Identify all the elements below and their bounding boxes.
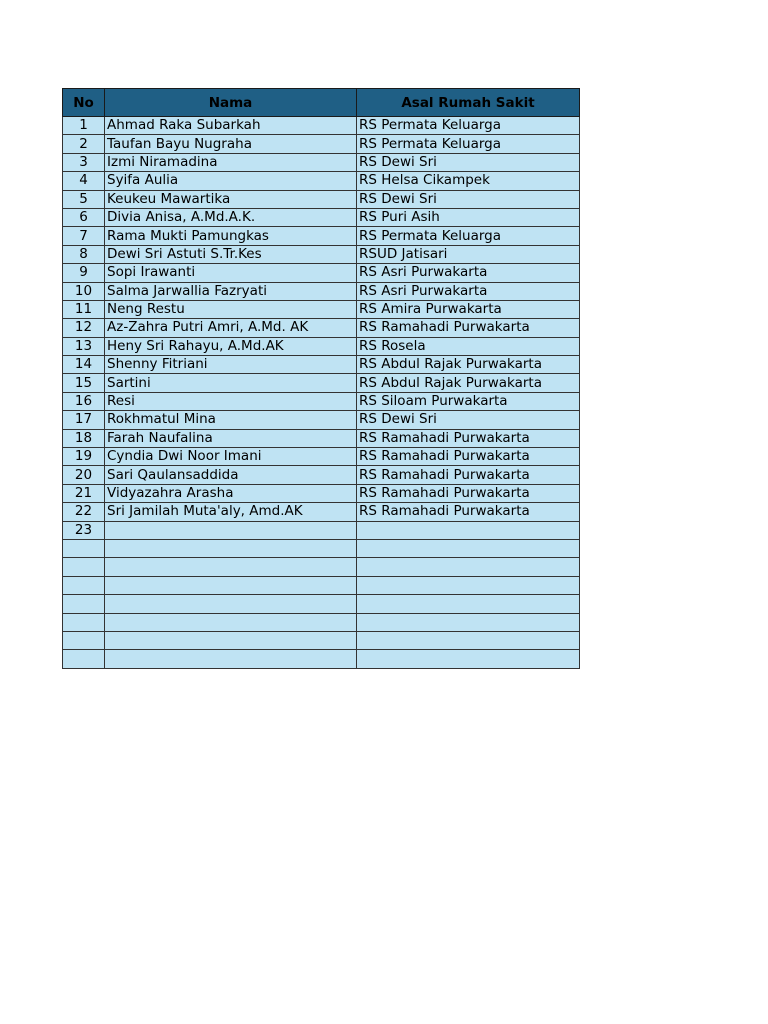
table-row [63, 539, 580, 557]
table-row [63, 631, 580, 649]
cell-asal-rumah-sakit[interactable] [357, 576, 580, 594]
table-row [63, 117, 580, 135]
table-row [63, 374, 580, 392]
cell-nama[interactable] [105, 521, 357, 539]
cell-no[interactable]: 17 [63, 411, 105, 429]
cell-nama[interactable]: Keukeu Mawartika [105, 190, 357, 208]
cell-nama[interactable]: Shenny Fitriani [105, 356, 357, 374]
table-row [63, 208, 580, 226]
cell-asal-rumah-sakit[interactable]: RS Ramahadi Purwakarta [357, 466, 580, 484]
cell-nama[interactable] [105, 539, 357, 557]
cell-nama[interactable] [105, 613, 357, 631]
cell-nama[interactable]: Ahmad Raka Subarkah [105, 117, 357, 135]
cell-nama[interactable]: Izmi Niramadina [105, 153, 357, 171]
cell-nama[interactable] [105, 650, 357, 668]
cell-nama[interactable]: Divia Anisa, A.Md.A.K. [105, 208, 357, 226]
cell-asal-rumah-sakit[interactable]: RS Abdul Rajak Purwakarta [357, 356, 580, 374]
cell-no[interactable]: 1 [63, 117, 105, 135]
header-asal-rumah-sakit: Asal Rumah Sakit [357, 89, 580, 117]
cell-nama[interactable]: Az-Zahra Putri Amri, A.Md. AK [105, 319, 357, 337]
table-row [63, 650, 580, 668]
cell-no[interactable]: 21 [63, 484, 105, 502]
cell-no[interactable]: 16 [63, 392, 105, 410]
table-row [63, 448, 580, 466]
table-row [63, 576, 580, 594]
table-row [63, 613, 580, 631]
cell-no[interactable] [63, 558, 105, 576]
cell-nama[interactable]: Neng Restu [105, 300, 357, 318]
cell-asal-rumah-sakit[interactable] [357, 539, 580, 557]
cell-asal-rumah-sakit[interactable]: RS Permata Keluarga [357, 227, 580, 245]
cell-asal-rumah-sakit[interactable]: RS Ramahadi Purwakarta [357, 503, 580, 521]
cell-nama[interactable] [105, 576, 357, 594]
table-body [63, 117, 580, 669]
table-row [63, 503, 580, 521]
cell-no[interactable]: 10 [63, 282, 105, 300]
cell-asal-rumah-sakit[interactable]: RSUD Jatisari [357, 245, 580, 263]
cell-no[interactable] [63, 539, 105, 557]
cell-no[interactable]: 19 [63, 448, 105, 466]
table-row [63, 466, 580, 484]
cell-nama[interactable]: Heny Sri Rahayu, A.Md.AK [105, 337, 357, 355]
table-row [63, 190, 580, 208]
table-row [63, 558, 580, 576]
cell-nama[interactable]: Salma Jarwallia Fazryati [105, 282, 357, 300]
cell-asal-rumah-sakit[interactable]: RS Rosela [357, 337, 580, 355]
cell-no[interactable]: 18 [63, 429, 105, 447]
cell-no[interactable]: 6 [63, 208, 105, 226]
table-row [63, 153, 580, 171]
cell-asal-rumah-sakit[interactable] [357, 521, 580, 539]
table-row [63, 392, 580, 410]
cell-no[interactable] [63, 650, 105, 668]
cell-asal-rumah-sakit[interactable] [357, 631, 580, 649]
cell-no[interactable]: 12 [63, 319, 105, 337]
cell-no[interactable]: 7 [63, 227, 105, 245]
table-row [63, 337, 580, 355]
cell-asal-rumah-sakit[interactable]: RS Dewi Sri [357, 153, 580, 171]
cell-asal-rumah-sakit[interactable]: RS Helsa Cikampek [357, 172, 580, 190]
cell-no[interactable]: 3 [63, 153, 105, 171]
cell-nama[interactable]: Resi [105, 392, 357, 410]
table-row [63, 300, 580, 318]
cell-asal-rumah-sakit[interactable] [357, 595, 580, 613]
cell-nama[interactable]: Sopi Irawanti [105, 264, 357, 282]
cell-asal-rumah-sakit[interactable]: RS Puri Asih [357, 208, 580, 226]
cell-nama[interactable]: Sri Jamilah Muta'aly, Amd.AK [105, 503, 357, 521]
cell-asal-rumah-sakit[interactable]: RS Ramahadi Purwakarta [357, 448, 580, 466]
cell-no[interactable]: 14 [63, 356, 105, 374]
cell-nama[interactable] [105, 631, 357, 649]
table-row [63, 484, 580, 502]
cell-asal-rumah-sakit[interactable]: RS Amira Purwakarta [357, 300, 580, 318]
table-row [63, 595, 580, 613]
header-nama: Nama [105, 89, 357, 117]
cell-nama[interactable]: Taufan Bayu Nugraha [105, 135, 357, 153]
cell-asal-rumah-sakit[interactable]: RS Ramahadi Purwakarta [357, 484, 580, 502]
cell-asal-rumah-sakit[interactable] [357, 650, 580, 668]
cell-asal-rumah-sakit[interactable]: RS Permata Keluarga [357, 135, 580, 153]
cell-no[interactable]: 9 [63, 264, 105, 282]
cell-no[interactable]: 22 [63, 503, 105, 521]
table-row [63, 282, 580, 300]
cell-nama[interactable]: Sari Qaulansaddida [105, 466, 357, 484]
cell-no[interactable] [63, 631, 105, 649]
table-row [63, 521, 580, 539]
cell-no[interactable]: 20 [63, 466, 105, 484]
cell-no[interactable] [63, 576, 105, 594]
participant-table [62, 88, 580, 669]
cell-asal-rumah-sakit[interactable] [357, 558, 580, 576]
table-row [63, 227, 580, 245]
cell-no[interactable]: 2 [63, 135, 105, 153]
table-row [63, 411, 580, 429]
table-row [63, 264, 580, 282]
table-row [63, 429, 580, 447]
header-no: No [63, 89, 105, 117]
cell-nama[interactable] [105, 595, 357, 613]
cell-nama[interactable]: Cyndia Dwi Noor Imani [105, 448, 357, 466]
cell-no[interactable]: 11 [63, 300, 105, 318]
cell-no[interactable]: 13 [63, 337, 105, 355]
cell-nama[interactable]: Vidyazahra Arasha [105, 484, 357, 502]
table-row [63, 356, 580, 374]
cell-nama[interactable]: Farah Naufalina [105, 429, 357, 447]
cell-asal-rumah-sakit[interactable] [357, 613, 580, 631]
cell-asal-rumah-sakit[interactable]: RS Ramahadi Purwakarta [357, 429, 580, 447]
cell-asal-rumah-sakit[interactable]: RS Dewi Sri [357, 411, 580, 429]
cell-asal-rumah-sakit[interactable]: RS Asri Purwakarta [357, 282, 580, 300]
cell-asal-rumah-sakit[interactable]: RS Ramahadi Purwakarta [357, 319, 580, 337]
table-header-row [63, 89, 580, 117]
cell-no[interactable] [63, 613, 105, 631]
cell-no[interactable] [63, 595, 105, 613]
cell-asal-rumah-sakit[interactable]: RS Dewi Sri [357, 190, 580, 208]
table-row [63, 172, 580, 190]
cell-nama[interactable]: Rokhmatul Mina [105, 411, 357, 429]
table-row [63, 135, 580, 153]
cell-no[interactable]: 15 [63, 374, 105, 392]
table-row [63, 319, 580, 337]
cell-asal-rumah-sakit[interactable]: RS Permata Keluarga [357, 117, 580, 135]
cell-no[interactable]: 8 [63, 245, 105, 263]
cell-nama[interactable] [105, 558, 357, 576]
cell-no[interactable]: 4 [63, 172, 105, 190]
cell-nama[interactable]: Rama Mukti Pamungkas [105, 227, 357, 245]
cell-asal-rumah-sakit[interactable]: RS Asri Purwakarta [357, 264, 580, 282]
cell-nama[interactable]: Dewi Sri Astuti S.Tr.Kes [105, 245, 357, 263]
table-row [63, 245, 580, 263]
cell-no[interactable]: 5 [63, 190, 105, 208]
cell-asal-rumah-sakit[interactable]: RS Siloam Purwakarta [357, 392, 580, 410]
cell-asal-rumah-sakit[interactable]: RS Abdul Rajak Purwakarta [357, 374, 580, 392]
cell-no[interactable]: 23 [63, 521, 105, 539]
cell-nama[interactable]: Sartini [105, 374, 357, 392]
cell-nama[interactable]: Syifa Aulia [105, 172, 357, 190]
